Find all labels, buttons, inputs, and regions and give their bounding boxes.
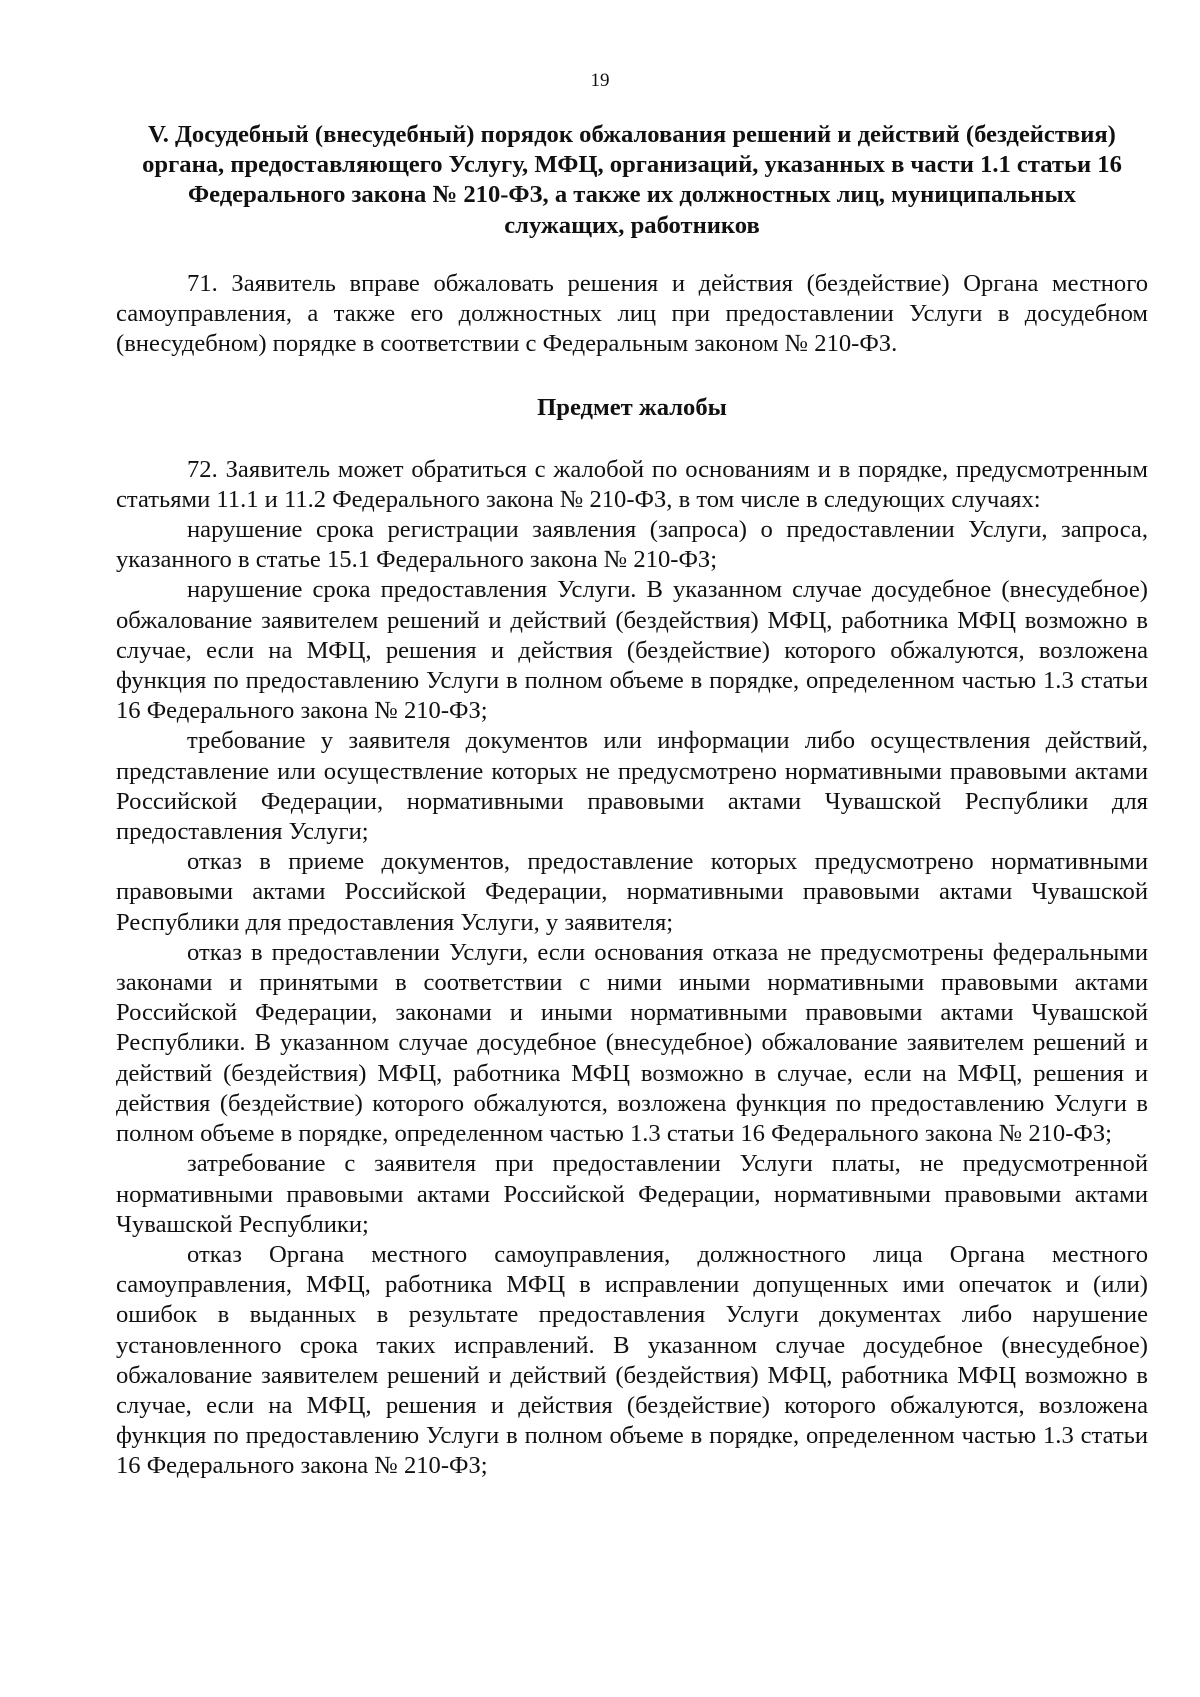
page-content	[116, 120, 1148, 1482]
paragraph-71: 71. Заявитель вправе обжаловать решения и действия (бездействие) Органа местного самоуправления, а также его должностных лиц при предоставлении Услуги в досудебном (внесудебном) порядке в соответствии с Федеральным законом № 210-ФЗ.	[116, 269, 1148, 358]
case-item: отказ в приеме документов, предоставление которых предусмотрено нормативными правовыми актами Российской Федерации, нормативными правовыми актами Чувашской Республики для предоставления Услуги, у заявителя;	[116, 848, 1148, 936]
paragraph-72-intro: 72. Заявитель может обратиться с жалобой по основаниям и в порядке, предусмотренным статьями 11.1 и 11.2 Федерального закона № 210-ФЗ, в том числе в следующих случаях:	[116, 455, 1148, 513]
page-number: 19	[590, 70, 610, 91]
case-item: отказ в предоставлении Услуги, если основания отказа не предусмотрены федеральными законами и принятыми в соответствии с ними иными нормативными правовыми актами Российской Федерации, законами и иными нормативными правовыми актами Чувашской Республики. В указанном случае досудебное (внесудебное) обжалование заявителем решений и действий (бездействия) МФЦ, работника МФЦ возможно в случае, если на МФЦ, решения и действия (бездействие) которого обжалуются, возложена функция по предоставлению Услуги в полном объеме в порядке, определенном частью 1.3 статьи 16 Федерального закона № 210-ФЗ;	[116, 938, 1148, 1148]
case-item: нарушение срока предоставления Услуги. В указанном случае досудебное (внесудебное) обжалование заявителем решений и действий (бездействия) МФЦ, работника МФЦ возможно в случае, если на МФЦ, решения и действия (бездействие) которого обжалуются, возложена функция по предоставлению Услуги в полном объеме в порядке, определенном частью 1.3 статьи 16 Федерального закона № 210-ФЗ;	[116, 576, 1148, 725]
case-item: затребование с заявителя при предоставлении Услуги платы, не предусмотренной нормативными правовыми актами Российской Федерации, нормативными правовыми актами Чувашской Республики;	[116, 1150, 1148, 1238]
subheading-complaint-subject: Предмет жалобы	[537, 394, 727, 422]
case-item: нарушение срока регистрации заявления (запроса) о предоставлении Услуги, запроса, указанного в статье 15.1 Федерального закона № 210-ФЗ;	[116, 516, 1148, 574]
case-item: отказ Органа местного самоуправления, должностного лица Органа местного самоуправления, МФЦ, работника МФЦ в исправлении допущенных ими опечаток и (или) ошибок в выданных в результате предоставления Услуги документах либо нарушение установленного срока таких исправлений. В указанном случае досудебное (внесудебное) обжалование заявителем решений и действий (бездействия) МФЦ, работника МФЦ возможно в случае, если на МФЦ, решения и действия (бездействие) которого обжалуются, возложена функция по предоставлению Услуги в полном объеме в порядке, определенном частью 1.3 статьи 16 Федерального закона № 210-ФЗ;	[116, 1240, 1148, 1480]
case-item: требование у заявителя документов или информации либо осуществления действий, представление или осуществление которых не предусмотрено нормативными правовыми актами Российской Федерации, нормативными правовыми актами Чувашской Республики для предоставления Услуги;	[116, 727, 1148, 846]
section-title: V. Досудебный (внесудебный) порядок обжалования решений и действий (бездействия) органа, предоставляющего Услугу, МФЦ, организаций, указанных в части 1.1 статьи 16 Федерального закона № 210-ФЗ, а также их должностных лиц, муниципальных служащих, работников	[142, 121, 1122, 239]
